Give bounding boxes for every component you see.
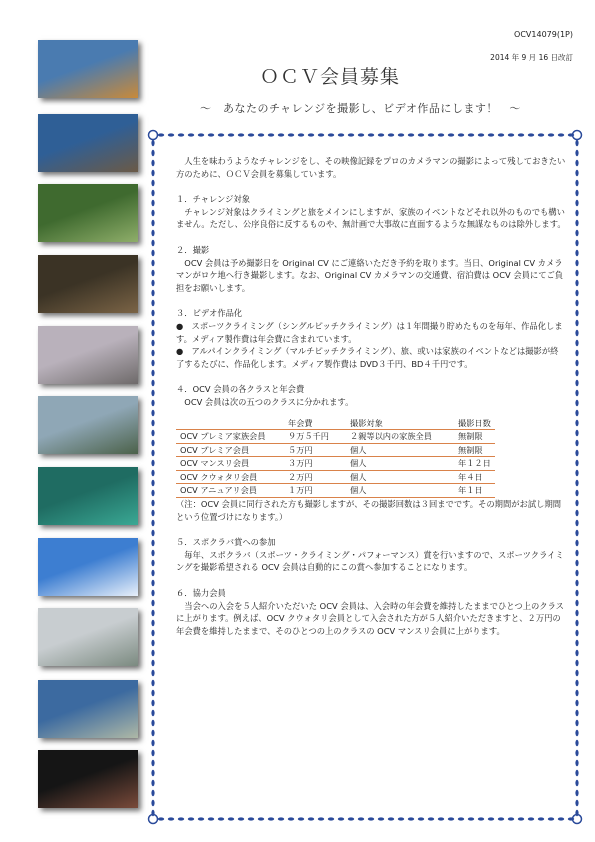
frame-ornament [575, 570, 578, 576]
frame-ornament [218, 817, 224, 820]
frame-ornament [151, 300, 154, 306]
table-cell: OCV プレミア会員 [176, 443, 284, 457]
frame-ornament [575, 480, 578, 486]
frame-ornament [575, 420, 578, 426]
frame-ornament [151, 620, 154, 626]
frame-ornament [151, 610, 154, 616]
section-title: １．チャレンジ対象 [176, 194, 251, 205]
section-body: OCV 会員は次の五つのクラスに分かれます。 [184, 396, 354, 407]
frame-ornament [151, 790, 154, 796]
table-cell: ３万円 [284, 457, 346, 471]
frame-ornament [151, 650, 154, 656]
frame-ornament [575, 360, 578, 366]
sky-clouds-photo [38, 538, 138, 596]
frame-ornament [151, 430, 154, 436]
frame-ornament [575, 380, 578, 386]
frame-ornament [478, 133, 484, 136]
frame-ornament [178, 817, 184, 820]
frame-ornament [288, 817, 294, 820]
lily-flowers-photo [38, 608, 138, 666]
frame-ornament [151, 410, 154, 416]
frame-ornament [575, 800, 578, 806]
frame-ornament [358, 817, 364, 820]
frame-ornament [158, 133, 164, 136]
frame-ornament [151, 380, 154, 386]
frame-ornament [151, 730, 154, 736]
table-cell: ２親等以内の家族全員 [346, 430, 454, 444]
mountain-climber-photo [38, 40, 138, 98]
frame-ornament [575, 640, 578, 646]
cave-climber-photo [38, 255, 138, 313]
table-note: （注：OCV 会員に同行された方も撮影しますが、その撮影回数は３回までです。その期間がお試し期間という位置づけになります。） [176, 499, 562, 522]
frame-ornament [575, 780, 578, 786]
frame-ornament [575, 580, 578, 586]
frame-ornament [575, 690, 578, 696]
frame-ornament [575, 230, 578, 236]
frame-ornament [151, 700, 154, 706]
frame-ornament [488, 817, 494, 820]
intro-paragraph: 人生を味わうようなチャレンジをし、その映像記録をプロのカメラマンの撮影によって残しておきたい方のために、ＯＣＶ会員を募集しています。 [176, 156, 566, 179]
section-membership-classes [176, 383, 566, 523]
frame-ornament [151, 470, 154, 476]
frame-ornament [151, 500, 154, 506]
frame-ornament [348, 817, 354, 820]
frame-ornament [575, 790, 578, 796]
frame-ornament [151, 460, 154, 466]
frame-ornament [575, 220, 578, 226]
frame-ornament [575, 160, 578, 166]
section-filming [176, 244, 566, 294]
frame-ornament [151, 150, 154, 156]
frame-ornament [178, 133, 184, 136]
membership-fee-table [176, 417, 495, 499]
frame-ornament [438, 817, 444, 820]
frame-ornament [258, 817, 264, 820]
section-body: OCV 会員は予め撮影日を Original CV にご連絡いただき予約を取ります。当日、Original CV カメラマンがロケ地へ行き撮影します。なお、Original CV カメラマンの交通費、宿泊費は OCV 会員にてご負担をお願いします。 [176, 257, 564, 293]
table-header-cell: 撮影対象 [350, 417, 383, 428]
frame-ornament [198, 817, 204, 820]
frame-ornament [548, 133, 554, 136]
frame-ornament [575, 290, 578, 296]
frame-ornament [575, 590, 578, 596]
frame-ornament [488, 133, 494, 136]
frame-ornament [368, 817, 374, 820]
section-title: ４．OCV 会員の各クラスと年会費 [176, 384, 305, 395]
frame-ornament [575, 740, 578, 746]
frame-ornament [498, 817, 504, 820]
frame-ornament [575, 510, 578, 516]
frame-ornament [575, 460, 578, 466]
frame-ornament [398, 817, 404, 820]
table-cell: ９万５千円 [284, 430, 346, 444]
frame-ornament [151, 450, 154, 456]
table-cell: OCV プレミア家族会員 [176, 430, 284, 444]
table-cell: 無制限 [454, 430, 495, 444]
frame-ornament [151, 690, 154, 696]
frame-ornament [398, 133, 404, 136]
frame-ornament [575, 600, 578, 606]
frame-ornament [575, 310, 578, 316]
frame-ornament [278, 133, 284, 136]
frame-ornament [151, 230, 154, 236]
table-row [176, 457, 495, 471]
table-header-cell [176, 417, 284, 430]
frame-ornament [151, 350, 154, 356]
frame-ornament [575, 610, 578, 616]
frame-ornament [418, 817, 424, 820]
frame-ornament [428, 817, 434, 820]
frame-ornament [438, 133, 444, 136]
frame-ornament [575, 410, 578, 416]
frame-ornament [575, 560, 578, 566]
frame-ornament [278, 817, 284, 820]
frame-ornament [575, 770, 578, 776]
section-title: ６．協力会員 [176, 588, 226, 599]
page-subtitle: ～ あなたのチャレンジを撮影し、ビデオ作品にします！ ～ [200, 102, 521, 115]
frame-ornament [151, 760, 154, 766]
frame-ornament [151, 360, 154, 366]
frame-ornament [151, 240, 154, 246]
frame-ornament [151, 260, 154, 266]
frame-ornament [575, 200, 578, 206]
frame-ornament [575, 280, 578, 286]
table-cell: 個人 [346, 470, 454, 484]
frame-ornament [575, 210, 578, 216]
table-cell: OCV クウォタリ会員 [176, 470, 284, 484]
frame-ornament [151, 520, 154, 526]
frame-ornament [151, 590, 154, 596]
bullet-item: ● スポーツクライミング（シングルピッチクライミング）は１年間撮り貯めたものを毎年、作品化します。メディア製作費は年会費に含まれています。 [176, 320, 563, 344]
frame-ornament [151, 550, 154, 556]
frame-ornament [575, 540, 578, 546]
section-spoclava-award [176, 536, 566, 574]
frame-ornament [575, 330, 578, 336]
frame-ornament [228, 133, 234, 136]
frame-ornament [151, 660, 154, 666]
frame-ornament [151, 420, 154, 426]
frame-ornament [575, 240, 578, 246]
table-row [176, 443, 495, 457]
frame-ornament [151, 780, 154, 786]
table-cell: 個人 [346, 457, 454, 471]
frame-ornament [575, 400, 578, 406]
frame-ornament [575, 300, 578, 306]
revision-date: 2014 年 9 月 16 日改訂 [490, 53, 573, 62]
frame-ornament [151, 530, 154, 536]
document-id: OCV14079(1P) [514, 30, 573, 39]
frame-ornament [575, 750, 578, 756]
frame-ornament [268, 133, 274, 136]
table-cell: 年４日 [454, 470, 495, 484]
frame-ornament [158, 817, 164, 820]
frame-ornament [298, 133, 304, 136]
frame-corner-ornament [149, 131, 158, 140]
frame-ornament [388, 817, 394, 820]
table-cell: OCV アニュアリ会員 [176, 484, 284, 498]
frame-ornament [338, 133, 344, 136]
frame-ornament [151, 250, 154, 256]
frame-ornament [151, 600, 154, 606]
frame-ornament [428, 133, 434, 136]
frame-ornament [151, 370, 154, 376]
frame-ornament [575, 140, 578, 146]
frame-ornament [258, 133, 264, 136]
table-cell: 年１２日 [454, 457, 495, 471]
frame-ornament [528, 133, 534, 136]
frame-ornament [575, 370, 578, 376]
frame-ornament [458, 817, 464, 820]
frame-ornament [238, 133, 244, 136]
table-cell: OCV マンスリ会員 [176, 457, 284, 471]
frame-ornament [151, 320, 154, 326]
frame-ornament [508, 133, 514, 136]
section-cooperating-members [176, 587, 566, 637]
frame-ornament [218, 133, 224, 136]
frame-ornament [575, 450, 578, 456]
section-body: 当会への入会を５人紹介いただいた OCV 会員は、入会時の年会費を維持したままでひとつ上のクラスに上がります。例えば、OCV クウォタリ会員として入会された方が５人紹介いただきますと、２万円の年会費を維持したままで、そのひとつの上のクラスの OCV マンスリ会員に上がります。 [176, 600, 564, 636]
section-title: ３．ビデオ作品化 [176, 308, 243, 319]
frame-ornament [151, 270, 154, 276]
frame-ornament [575, 710, 578, 716]
frame-ornament [151, 800, 154, 806]
frame-ornament [408, 133, 414, 136]
frame-ornament [575, 500, 578, 506]
frame-ornament [308, 133, 314, 136]
frame-ornament [151, 180, 154, 186]
frame-ornament [151, 170, 154, 176]
frame-ornament [151, 390, 154, 396]
frame-ornament [575, 520, 578, 526]
frame-ornament [328, 133, 334, 136]
frame-ornament [575, 180, 578, 186]
frame-ornament [151, 160, 154, 166]
frame-ornament [575, 350, 578, 356]
underwater-divers-photo [38, 467, 138, 525]
section-video-production [176, 307, 566, 370]
frame-ornament [575, 190, 578, 196]
frame-ornament [228, 817, 234, 820]
section-body: 毎年、スポクラバ（スポーツ・クライミング・パフォーマンス）賞を行いますので、スポーツクライミングを撮影希望される OCV 会員は自動的にこの賞へ参加することになります。 [176, 549, 564, 573]
section-title: ２．撮影 [176, 244, 210, 255]
frame-ornament [518, 133, 524, 136]
table-row [176, 470, 495, 484]
table-cell: ５万円 [284, 443, 346, 457]
frame-ornament [575, 620, 578, 626]
frame-ornament [548, 817, 554, 820]
frame-ornament [575, 340, 578, 346]
frame-ornament [151, 510, 154, 516]
frame-ornament [151, 310, 154, 316]
frame-ornament [151, 480, 154, 486]
frame-ornament [558, 817, 564, 820]
page-title: ＯＣＶ会員募集 [260, 66, 401, 88]
frame-ornament [575, 150, 578, 156]
frame-ornament [575, 270, 578, 276]
frame-ornament [198, 133, 204, 136]
frame-ornament [538, 817, 544, 820]
frame-ornament [318, 817, 324, 820]
frame-ornament [575, 760, 578, 766]
frame-ornament [368, 133, 374, 136]
frame-ornament [151, 640, 154, 646]
frame-ornament [188, 817, 194, 820]
table-cell: 無制限 [454, 443, 495, 457]
section-body: チャレンジ対象はクライミングと旅をメインにしますが、家族のイベントなどそれ以外のものでも構いません。ただし、公序良俗に反するものや、無計画で大事故に直面するような無謀なものは除外します。 [176, 206, 566, 230]
frame-ornament [558, 133, 564, 136]
table-cell: ２万円 [284, 470, 346, 484]
table-cell: １万円 [284, 484, 346, 498]
frame-ornament [575, 650, 578, 656]
frame-ornament [575, 250, 578, 256]
frame-ornament [575, 670, 578, 676]
frame-ornament [575, 680, 578, 686]
frame-ornament [151, 750, 154, 756]
frame-ornament [151, 770, 154, 776]
section-challenge [176, 193, 566, 231]
frame-ornament [575, 430, 578, 436]
frame-ornament [168, 133, 174, 136]
frame-ornament [338, 817, 344, 820]
frame-ornament [248, 133, 254, 136]
frame-ornament [238, 817, 244, 820]
frame-ornament [298, 817, 304, 820]
frame-ornament [151, 560, 154, 566]
frame-ornament [151, 580, 154, 586]
frame-ornament [151, 710, 154, 716]
section-title: ５．スポクラバ賞への参加 [176, 537, 276, 548]
frame-ornament [151, 740, 154, 746]
document-body [176, 155, 566, 637]
frame-ornament [151, 540, 154, 546]
frame-ornament [151, 440, 154, 446]
frame-ornament [575, 700, 578, 706]
frame-ornament [151, 490, 154, 496]
frame-ornament [151, 140, 154, 146]
frame-ornament [151, 330, 154, 336]
frame-ornament [575, 530, 578, 536]
table-header-cell: 撮影日数 [458, 417, 491, 428]
cherry-blossom-photo [38, 326, 138, 384]
frame-ornament [575, 720, 578, 726]
frame-ornament [575, 390, 578, 396]
frame-ornament [575, 550, 578, 556]
frame-ornament [528, 817, 534, 820]
frame-ornament [151, 570, 154, 576]
table-cell: 年１日 [454, 484, 495, 498]
table-row [176, 484, 495, 498]
frame-ornament [151, 720, 154, 726]
frame-ornament [575, 170, 578, 176]
table-cell: 個人 [346, 484, 454, 498]
table-row [176, 430, 495, 444]
frame-ornament [268, 817, 274, 820]
frame-ornament [575, 440, 578, 446]
stage-dancer-photo [38, 750, 138, 808]
frame-ornament [468, 817, 474, 820]
frame-ornament [575, 630, 578, 636]
frame-ornament [518, 817, 524, 820]
frame-ornament [151, 340, 154, 346]
frame-ornament [208, 817, 214, 820]
frame-ornament [151, 290, 154, 296]
frame-ornament [358, 133, 364, 136]
frame-ornament [151, 220, 154, 226]
table-cell: 個人 [346, 443, 454, 457]
frame-ornament [151, 680, 154, 686]
frame-ornament [418, 133, 424, 136]
frame-ornament [575, 730, 578, 736]
frame-ornament [151, 670, 154, 676]
table-header-cell: 年会費 [288, 417, 313, 428]
bridge-scenery-photo [38, 396, 138, 454]
frame-ornament [348, 133, 354, 136]
frame-ornament [575, 320, 578, 326]
frame-ornament [151, 400, 154, 406]
frame-ornament [378, 817, 384, 820]
frame-ornament [508, 817, 514, 820]
frame-ornament [151, 210, 154, 216]
frame-ornament [318, 133, 324, 136]
frame-ornament [448, 133, 454, 136]
frame-ornament [575, 490, 578, 496]
table-header-row [176, 417, 495, 430]
bullet-item: ● アルパインクライミング（マルチピッチクライミング）、旅、或いは家族のイベントなどは撮影が終了するたびに、作品化します。メディア製作費は DVD３千円、BD４千円です。 [176, 346, 559, 369]
frame-ornament [448, 817, 454, 820]
frame-ornament [538, 133, 544, 136]
frame-ornament [308, 817, 314, 820]
frame-ornament [388, 133, 394, 136]
frame-ornament [168, 817, 174, 820]
frame-ornament [378, 133, 384, 136]
rock-climber-photo [38, 114, 138, 172]
frame-ornament [408, 817, 414, 820]
white-flower-photo [38, 184, 138, 242]
frame-ornament [458, 133, 464, 136]
frame-ornament [478, 817, 484, 820]
frame-ornament [151, 200, 154, 206]
frame-ornament [188, 133, 194, 136]
frame-ornament [328, 817, 334, 820]
frame-ornament [498, 133, 504, 136]
frame-ornament [575, 660, 578, 666]
wedding-photo [38, 680, 138, 738]
frame-ornament [288, 133, 294, 136]
frame-ornament [208, 133, 214, 136]
frame-ornament [151, 630, 154, 636]
frame-ornament [575, 470, 578, 476]
frame-ornament [468, 133, 474, 136]
frame-ornament [151, 190, 154, 196]
frame-ornament [575, 260, 578, 266]
frame-ornament [248, 817, 254, 820]
frame-ornament [151, 280, 154, 286]
